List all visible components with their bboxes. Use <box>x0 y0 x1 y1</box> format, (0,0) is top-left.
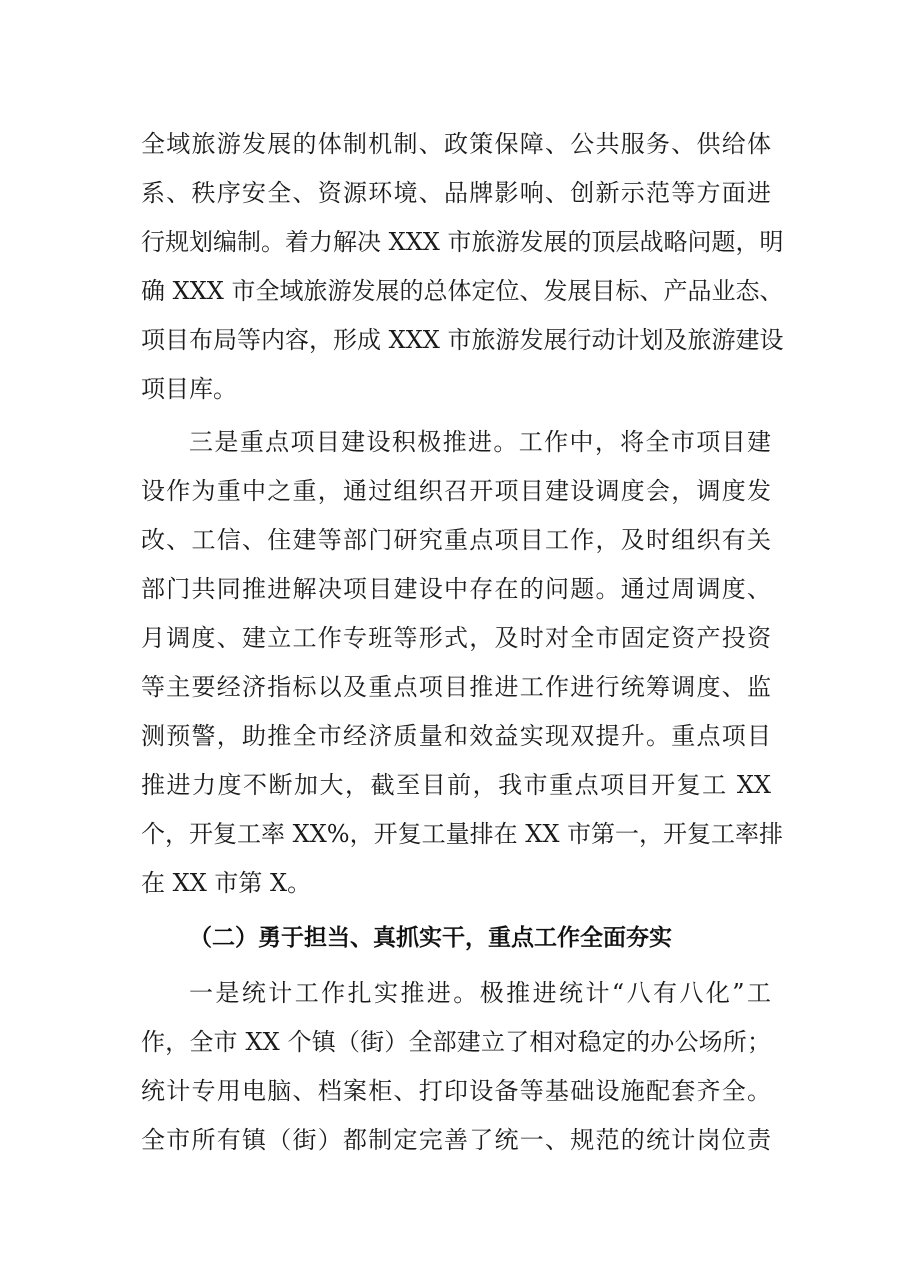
para1-line-5: 项目布局等内容，形成 XXX 市旅游发展行动计划及旅游建设 <box>141 326 784 354</box>
para2-line-3: 改、工信、住建等部门研究重点项目工作，及时组织有关 <box>141 526 771 554</box>
para1-line-1: 全域旅游发展的体制机制、政策保障、公共服务、供给体 <box>141 130 771 158</box>
para3-line-4: 全市所有镇（街）都制定完善了统一、规范的统计岗位责 <box>141 1126 771 1154</box>
para1-line-6: 项目库。 <box>141 375 237 403</box>
para3-line-3: 统计专用电脑、档案柜、打印设备等基础设施配套齐全。 <box>141 1077 771 1105</box>
para2-line-8: 推进力度不断加大，截至目前，我市重点项目开复工 XX <box>141 771 771 799</box>
para2-line-4: 部门共同推进解决项目建设中存在的问题。通过周调度、 <box>141 575 771 603</box>
para2-line-1: 三是重点项目建设积极推进。工作中，将全市项目建 <box>189 428 771 456</box>
para3-line-2: 作，全市 XX 个镇（街）全部建立了相对稳定的办公场所； <box>141 1028 771 1056</box>
para1-line-4: 确 XXX 市全域旅游发展的总体定位、发展目标、产品业态、 <box>141 277 784 305</box>
para3-line-1: 一是统计工作扎实推进。极推进统计“八有八化”工 <box>189 979 771 1007</box>
para1-line-3: 行规划编制。着力解决 XXX 市旅游发展的顶层战略问题，明 <box>141 228 784 256</box>
para2-line-10: 在 XX 市第 X。 <box>141 869 312 897</box>
para2-line-9: 个，开复工率 XX%，开复工量排在 XX 市第一，开复工率排 <box>141 820 784 848</box>
para2-line-6: 等主要经济指标以及重点项目推进工作进行统筹调度、监 <box>141 673 771 701</box>
para1-line-2: 系、秩序安全、资源环境、品牌影响、创新示范等方面进 <box>141 179 771 207</box>
para2-line-5: 月调度、建立工作专班等形式，及时对全市固定资产投资 <box>141 624 771 652</box>
section-heading: （二）勇于担当、真抓实干，重点工作全面夯实 <box>189 925 672 951</box>
para2-line-2: 设作为重中之重，通过组织召开项目建设调度会，调度发 <box>141 477 771 505</box>
para2-line-7: 测预警，助推全市经济质量和效益实现双提升。重点项目 <box>141 722 771 750</box>
